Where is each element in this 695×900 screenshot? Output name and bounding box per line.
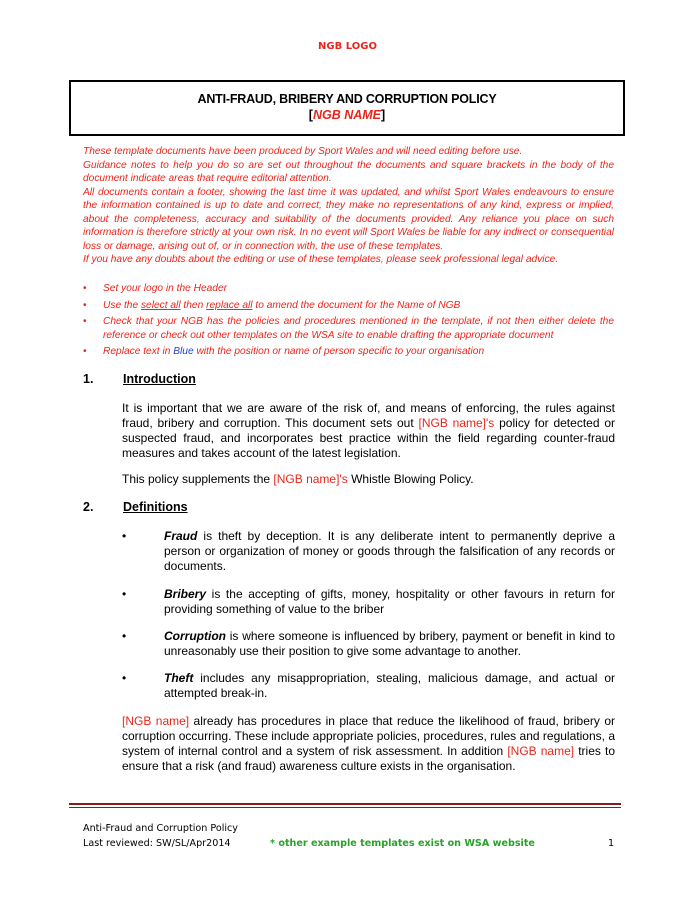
guidance-paragraph: These template documents have been produced by Sport Wales and will need editing before use. <box>83 146 523 157</box>
bullet-dot-icon: • <box>122 529 127 543</box>
guidance-paragraph: Guidance notes to help you do so are set out throughout the documents and square brackets in the body of the document indicate areas that require editorial attention. <box>83 159 614 184</box>
supplement-paragraph: This policy supplements the [NGB name]'s Whistle Blowing Policy. <box>122 472 474 486</box>
guidance-bullet: • Check that your NGB has the policies and procedures mentioned in the template, if not then either delete the reference or check out other templates on the WSA site to enable drafting the appropriate document <box>83 316 614 341</box>
footer-divider <box>69 803 621 805</box>
bullet-dot-icon: • <box>122 629 127 643</box>
section-number: 1. <box>83 372 94 386</box>
ngb-name-placeholder: [NGB name] <box>507 744 575 758</box>
definition-item: • Fraud is theft by deception. It is any deliberate intent to permanently deprive a person or organization of money or goods through the falsification of any records or documents. <box>122 529 615 573</box>
intro-paragraph: It is important that we are aware of the risk of, and means of enforcing, the rules against fraud, bribery and corruption. This document sets out [NGB name]'s policy for detected or suspected fraud, and incorporates best practice within the field regarding counter-fraud measures and takes account of the latest legislation. <box>122 401 615 460</box>
ngb-name-placeholder: NGB NAME <box>312 108 382 122</box>
bullet-dot-icon: • <box>122 671 127 685</box>
bracket-open: [ <box>308 108 313 122</box>
footer-last-reviewed: Last reviewed: SW/SL/Apr2014 <box>83 838 231 849</box>
title-box <box>69 80 625 136</box>
bullet-dot-icon: • <box>83 316 87 327</box>
bullet-dot-icon: • <box>122 587 127 601</box>
footer-wsa-note: * other example templates exist on WSA website <box>270 838 535 849</box>
definition-term: Bribery <box>164 587 207 601</box>
section-title: Definitions <box>123 500 188 514</box>
guidance-notes <box>83 145 614 267</box>
select-all-term: select all <box>140 299 181 311</box>
bullet-dot-icon: • <box>83 346 87 357</box>
replace-all-term: replace all <box>206 299 253 311</box>
ngb-name-line <box>71 108 623 122</box>
definition-term: Theft <box>164 671 194 685</box>
ngb-name-placeholder: [NGB name]'s <box>418 416 495 430</box>
bullet-dot-icon: • <box>83 299 87 311</box>
definition-item: • Corruption is where someone is influenced by bribery, payment or benefit in kind to unreasonably use their position to give some advantage to another. <box>122 629 615 658</box>
ngb-name-placeholder: [NGB name] <box>122 714 190 728</box>
bullet-dot-icon: • <box>83 283 87 294</box>
guidance-bullet-list <box>83 282 614 362</box>
blue-word: Blue <box>173 346 194 357</box>
section-2-heading <box>83 500 188 514</box>
definition-term: Corruption <box>164 629 226 643</box>
bracket-close: ] <box>381 108 386 122</box>
procedures-paragraph: [NGB name] already has procedures in place that reduce the likelihood of fraud, bribery or corruption occurring. These include appropriate policies, procedures, rules and regulations, a system of internal control and a system of risk assessment. In addition [NGB name] tries to ensure that a risk (and fraud) awareness culture exists in the organisation. <box>122 714 615 773</box>
guidance-paragraph: All documents contain a footer, showing the last time it was updated, and whilst Sport Wales endeavours to ensure the information contained is up to date and correct, they make no representations of any kind, express or implied, about the completeness, accuracy and suitability of the documents provided. Any reliance you place on such information is therefore strictly at your own risk. In no event will Sport Wales be liable for any indirect or consequential loss or damage, arising out of, or in connection with, the use of these templates. <box>83 186 614 252</box>
page-number: 1 <box>608 838 615 849</box>
definition-item: • Theft includes any misappropriation, stealing, malicious damage, and actual or attempted break-in. <box>122 671 615 700</box>
policy-title: ANTI-FRAUD, BRIBERY AND CORRUPTION POLICY <box>197 92 497 106</box>
footer-divider-thin <box>69 807 621 808</box>
definition-term: Fraud <box>164 529 198 543</box>
ngb-name-placeholder: [NGB name]'s <box>273 472 348 486</box>
guidance-paragraph: If you have any doubts about the editing or use of these templates, please seek professional legal advice. <box>83 254 559 265</box>
definition-item: • Bribery is the accepting of gifts, money, hospitality or other favours in return for providing something of value to the briber <box>122 587 615 616</box>
guidance-bullet: • Set your logo in the Header <box>83 283 228 294</box>
section-1-heading <box>83 372 196 386</box>
section-number: 2. <box>83 500 94 514</box>
footer-doc-title: Anti-Fraud and Corruption Policy <box>83 823 238 834</box>
guidance-bullet: • Use the select all then replace all to amend the document for the Name of NGB <box>83 299 461 311</box>
guidance-bullet: • Replace text in Blue with the position or name of person specific to your organisation <box>83 346 485 357</box>
section-title: Introduction <box>123 372 196 386</box>
header-logo-placeholder: NGB LOGO <box>318 41 377 52</box>
